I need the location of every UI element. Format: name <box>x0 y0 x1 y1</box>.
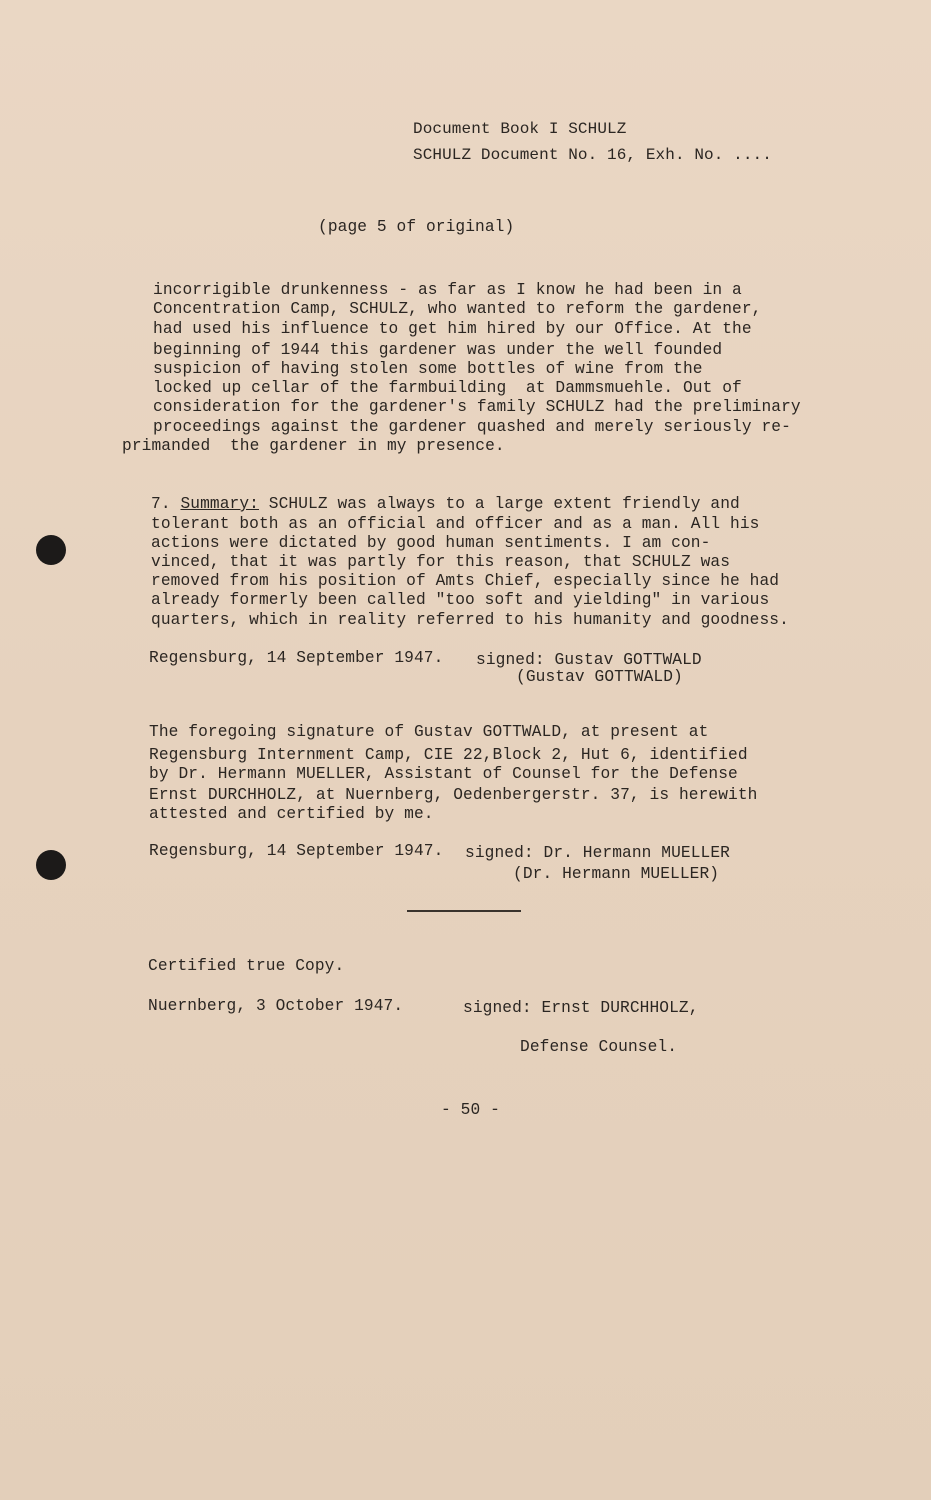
header-line-2: SCHULZ Document No. 16, Exh. No. .... <box>413 146 772 164</box>
page-reference: (page 5 of original) <box>318 218 515 236</box>
copy-place-date: Nuernberg, 3 October 1947. <box>148 997 404 1015</box>
copy-signer-title: Defense Counsel. <box>520 1038 678 1056</box>
signature-name: (Gustav GOTTWALD) <box>516 668 683 686</box>
punch-hole-bottom <box>36 850 66 880</box>
paragraph-line: primanded the gardener in my presence. <box>122 437 505 455</box>
separator-rule <box>407 910 521 912</box>
copy-signed: signed: Ernst DURCHHOLZ, <box>463 999 699 1017</box>
paragraph-line: suspicion of having stolen some bottles of wine from the <box>153 360 703 378</box>
summary-line: quarters, which in reality referred to his humanity and goodness. <box>151 611 789 629</box>
certification-line: Regensburg Internment Camp, CIE 22,Block 2, Hut 6, identified <box>149 746 748 764</box>
summary-heading: Summary: <box>180 495 259 513</box>
signature-name: (Dr. Hermann MUELLER) <box>513 865 720 883</box>
certification-line: Ernst DURCHHOLZ, at Nuernberg, Oedenbergerstr. 37, is herewith <box>149 786 758 804</box>
summary-line: removed from his position of Amts Chief, especially since he had <box>151 572 780 590</box>
summary-line: actions were dictated by good human sentiments. I am con- <box>151 534 711 552</box>
signature-signed: signed: Dr. Hermann MUELLER <box>465 844 730 862</box>
certification-line: The foregoing signature of Gustav GOTTWALD, at present at <box>149 723 709 741</box>
summary-number: 7. <box>151 495 171 513</box>
paragraph-line: proceedings against the gardener quashed and merely seriously re- <box>153 418 791 436</box>
signature-signed: signed: Gustav GOTTWALD <box>476 651 702 669</box>
summary-first-line-text: SCHULZ was always to a large extent friendly and <box>258 495 740 513</box>
paragraph-line: had used his influence to get him hired by our Office. At the <box>153 320 752 338</box>
punch-hole-top <box>36 535 66 565</box>
paragraph-line: beginning of 1944 this gardener was under the well founded <box>153 341 723 359</box>
certification-line: by Dr. Hermann MUELLER, Assistant of Counsel for the Defense <box>149 765 738 783</box>
paragraph-line: incorrigible drunkenness - as far as I know he had been in a <box>153 281 742 299</box>
summary-line: vinced, that it was partly for this reason, that SCHULZ was <box>151 553 731 571</box>
summary-first-line <box>151 495 740 514</box>
signature-place-date: Regensburg, 14 September 1947. <box>149 649 444 667</box>
header-line-1: Document Book I SCHULZ <box>413 120 627 138</box>
certified-copy-label: Certified true Copy. <box>148 957 345 975</box>
certification-line: attested and certified by me. <box>149 805 434 823</box>
paragraph-line: Concentration Camp, SCHULZ, who wanted to reform the gardener, <box>153 300 762 318</box>
page-number: - 50 - <box>441 1101 500 1119</box>
paragraph-line: consideration for the gardener's family SCHULZ had the preliminary <box>153 398 801 416</box>
summary-line: already formerly been called "too soft and yielding" in various <box>151 591 770 609</box>
summary-line: tolerant both as an official and officer and as a man. All his <box>151 515 760 533</box>
signature-place-date: Regensburg, 14 September 1947. <box>149 842 444 860</box>
paragraph-line: locked up cellar of the farmbuilding at Dammsmuehle. Out of <box>153 379 742 397</box>
